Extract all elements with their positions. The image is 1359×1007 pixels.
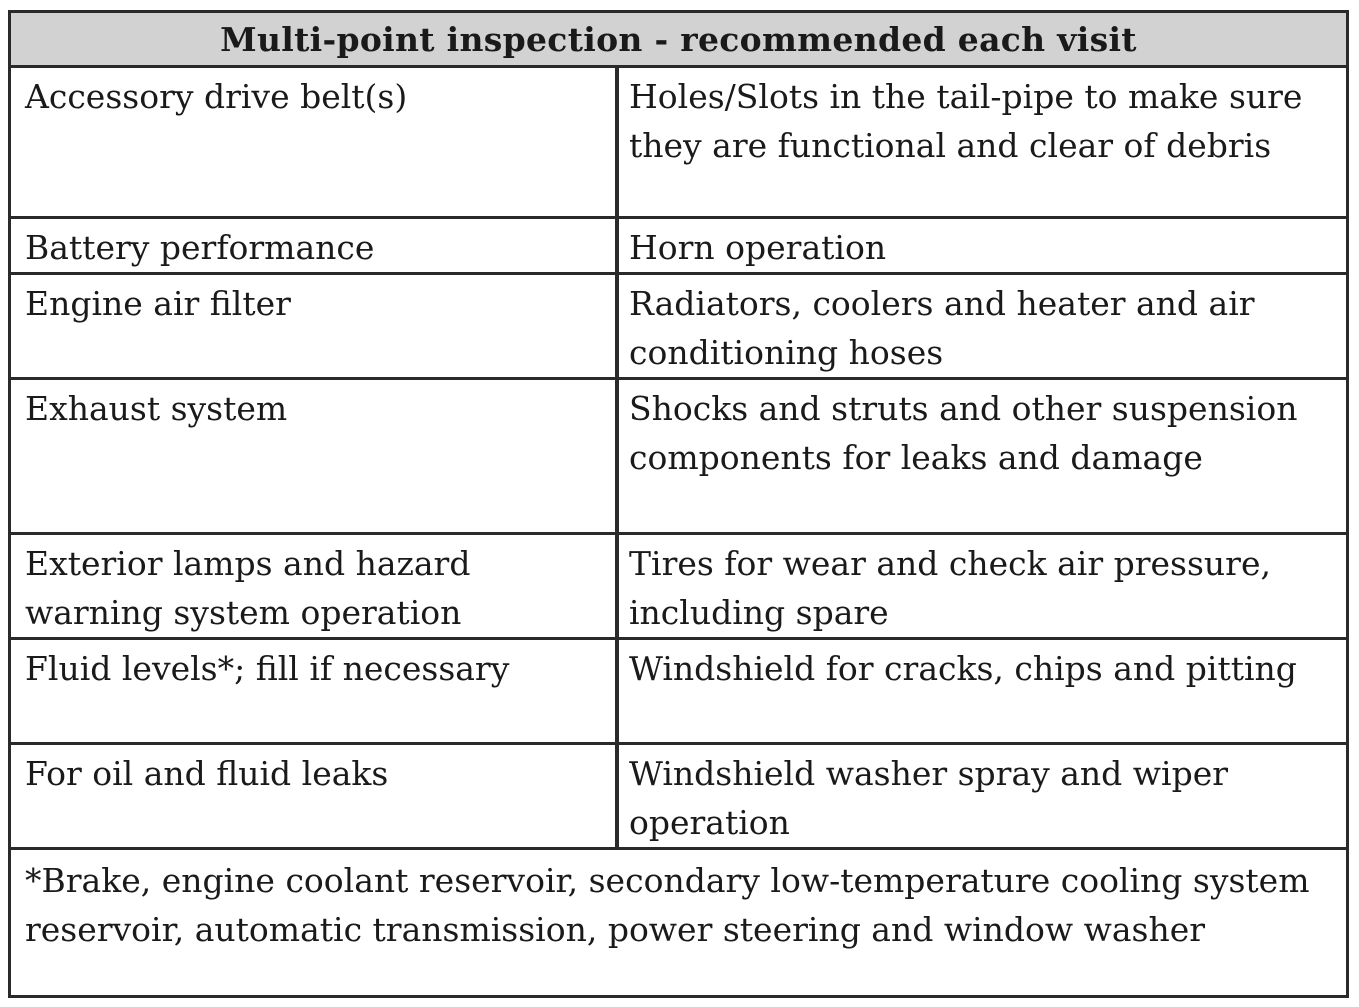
table-header-row — [11, 13, 1346, 67]
row-item-right: Windshield washer spray and wiper operation — [617, 744, 1346, 849]
table-row — [11, 379, 1346, 534]
footnote-row — [11, 849, 1346, 996]
table-row — [11, 534, 1346, 639]
table-row — [11, 218, 1346, 274]
table-row — [11, 639, 1346, 744]
row-item-right: Windshield for cracks, chips and pitting — [617, 639, 1346, 744]
row-item-left: Battery performance — [11, 218, 617, 274]
table-row — [11, 274, 1346, 379]
row-item-right: Tires for wear and check air pressure, including spare — [617, 534, 1346, 639]
table-title: Multi-point inspection - recommended each visit — [11, 13, 1346, 67]
row-item-right: Holes/Slots in the tail-pipe to make sure they are functional and clear of debris — [617, 67, 1346, 218]
table-row — [11, 744, 1346, 849]
row-item-right: Horn operation — [617, 218, 1346, 274]
row-item-right: Shocks and struts and other suspension components for leaks and damage — [617, 379, 1346, 534]
row-item-left: For oil and fluid leaks — [11, 744, 617, 849]
row-item-left: Accessory drive belt(s) — [11, 67, 617, 218]
inspection-table — [11, 13, 1346, 995]
footnote-text: *Brake, engine coolant reservoir, secondary low-temperature cooling system reservoir, automatic transmission, power steering and window washer — [11, 849, 1346, 996]
row-item-left: Engine air filter — [11, 274, 617, 379]
table-row — [11, 67, 1346, 218]
row-item-left: Exhaust system — [11, 379, 617, 534]
row-item-left: Exterior lamps and hazard warning system operation — [11, 534, 617, 639]
row-item-right: Radiators, coolers and heater and air conditioning hoses — [617, 274, 1346, 379]
inspection-table-frame — [8, 10, 1349, 998]
row-item-left: Fluid levels*; fill if necessary — [11, 639, 617, 744]
